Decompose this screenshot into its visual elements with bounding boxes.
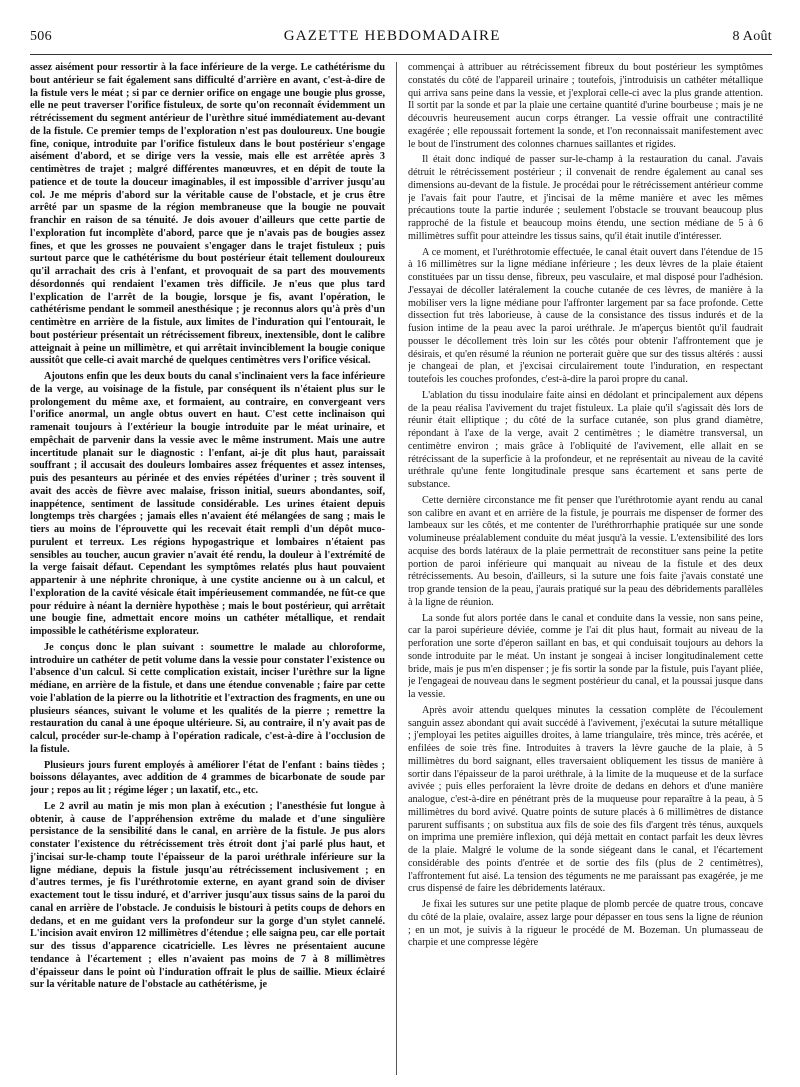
page-number: 506: [30, 29, 52, 44]
issue-date: 8 Août: [732, 29, 772, 44]
paragraph: Après avoir attendu quelques minutes la cessation complète de l'écoulement sanguin assez abondant qui avait succédé à l'avivement, j'exécutai la suture métallique ; j'employai les petites aiguilles droites, à lame triangulaire, très mince, très acérée, et enfilées de soie très fine. Introduites à travers la lèvre gauche de la plaie, à 5 millimètres du bord saignant, elles traversaient obliquement les tissus de manière à sortir dans l'épaisseur de la paroi uréthrale, à la limite de la muqueuse et de la surface avivée ; puis elles perforaient la lèvre droite de dedans en dehors et d'une manière analogue, c'est-à-dire en pénétrant près de la muqueuse pour reparaître à la peau, à 5 millimètres du bord avivé. Quatre points de suture placés à 6 millimètres de distance parurent suffisants ; on substitua aux fils de soie des fils d'argent très ténus, auxquels on imprima une première inflexion, qui déjà mettait en contact parfait les deux lèvres de la plaie. Malgré le volume de la sonde siégeant dans le canal, et l'écartement considérable des points d'entrée et de sortie des fils (plus de 2 centimètres), l'affrontement fut aisé. La tension des téguments ne me paraissant pas exagérée, je me crus dispensé de faire les débridements latéraux.: [408, 704, 763, 895]
paragraph: Il était donc indiqué de passer sur-le-champ à la restauration du canal. J'avais détruit le rétrécissement postérieur ; il convenait de rendre également au canal ses dimensions au-devant de la fistule. Je procédai pour le rétrécissement antérieur comme je l'avais fait pour l'autre, et j'incisai de la même manière et avec les mêmes précautions toute la partie indurée ; seulement l'obstacle se trouvant beaucoup plus rapproché de la fistule et beaucoup moins étendu, une section médiane de 5 à 6 millimètres suffit pour atteindre les tissus sains, qu'il était inutile d'intéresser.: [408, 154, 763, 242]
paragraph: commençai à attribuer au rétrécissement fibreux du bout postérieur les symptômes constatés du côté de l'appareil urinaire ; toutefois, j'introduisis un cathéter métallique qui arriva sans peine dans la vessie, et j'explorai celle-ci avec la plus grande attention. Il sortit par la sonde et par la plaie une certaine quantité d'urine bourbeuse ; mais je ne découvris heureusement aucun corps étranger. La vessie offrait une contractilité exagérée ; elle repoussait fortement la sonde, et l'on reconnaissait manifestement avec le bout de l'instrument des colonnes charnues saillantes et rigides.: [408, 62, 763, 150]
right-column: [408, 62, 763, 1075]
paragraph: Cette dernière circonstance me fit penser que l'uréthrotomie ayant rendu au canal son calibre en avant et en arrière de la fistule, je pourrais me dispenser de former des lambeaux sur les côtés, et me contenter de l'uréthrorrhaphie pratiquée sur une sonde volumineuse préalablement conduite du méat jusqu'à la vessie. L'extensibilité des lors acquise des bords latéraux de la plaie permettrait de reconstituer sans peine la petite portion de paroi inférieure qui manquait au niveau de la fistule et des deux rétrécissements. Au besoin, d'ailleurs, si la suture une fois faite j'avais constaté une trop grande tension de la peau, j'aurais pratiqué sur la peau des débridements parallèles à la ligne de réunion.: [408, 494, 763, 608]
page-header: [30, 28, 772, 50]
paragraph: Le 2 avril au matin je mis mon plan à exécution ; l'anesthésie fut longue à obtenir, à cause de l'appréhension extrême du malade et d'une singulière persistance de la sensibilité dans le canal, en arrière de la fistule. Je pus alors constater l'existence du rétrécissement très étroit dont j'ai parlé plus haut, et j'incisai sur-le-champ toute l'épaisseur de la paroi uréthrale inférieure sur la ligne médiane, depuis la fistule jusqu'au rétrécissement inclusivement ; en d'autres termes, je fis l'uréthrotomie externe, en ayant grand soin de diviser exactement tout le tissu induré, et d'arriver jusqu'aux tissus sains de la paroi du canal en arrière de l'obstacle. Je conduisis le bistouri à petits coups de dehors en dedans, et en me guidant vers la profondeur sur la gorge d'un stylet cannelé. L'incision avait environ 12 millimètres d'étendue ; elle saigna peu, car elle portait sur des tissus d'apparence cicatricielle. Les lèvres ne présentaient aucune tendance à l'écartement ; elles n'avaient pas moins de 7 à 8 millimètres d'épaisseur dans le point où l'induration offrait le plus de saillie. Mieux éclairé sur la véritable nature de l'obstacle au cathétérisme, je: [30, 800, 385, 991]
paragraph: Je conçus donc le plan suivant : soumettre le malade au chloroforme, introduire un cathéter de petit volume dans la vessie pour constater l'existence ou l'absence d'un calcul. Si cette complication existait, inciser l'urèthre sur la ligne médiane, en arrière de la fistule, et dans une étendue convenable ; faire par cette voie l'ablation de la pierre ou la lithotritie et l'extraction des fragments, en une ou plusieurs séances, suivant le volume et les qualités de la pierre ; remettre la restauration du canal à une époque ultérieure. Si, au contraire, il n'y avait pas de calcul, procéder sur-le-champ à l'opération radicale, c'est-à-dire à l'occlusion de la fistule.: [30, 641, 385, 755]
header-rule: [30, 54, 772, 55]
paragraph: L'ablation du tissu inodulaire faite ainsi en dédolant et principalement aux dépens de la peau réalisa l'avivement du trajet fistuleux. La plaie qu'il s'agissait dès lors de réunir était elliptique ; du côté de la surface cutanée, son plus grand diamètre, répondant à l'axe de la verge, avait 2 centimètres ; le diamètre transversal, un centimètre environ ; mais grâce à l'obliquité de l'avivement, elle allait en se rétrécissant de la superficie à la profondeur, et ne représentait au niveau de la cavité uréthrale qu'une fente longitudinale presque sans écartement et sans perte de substance.: [408, 389, 763, 490]
publication-title: GAZETTE HEBDOMADAIRE: [283, 28, 501, 44]
paragraph: Ajoutons enfin que les deux bouts du canal s'inclinaient vers la face inférieure de la verge, au voisinage de la fistule, par conséquent ils n'étaient plus sur le prolongement du même axe, et formaient, au contraire, en convergeant vers l'orifice anormal, un angle obtus ouvert en haut. C'est cette inclinaison qui ramenait toujours à l'extérieur la bougie introduite par le méat urinaire, et empêchait de parvenir dans la vessie avec le même instrument. Mais une autre incertitude planait sur le diagnostic : l'enfant, ai-je dit plus haut, paraissait souffrant ; il accusait des douleurs lombaires assez fréquentes et assez intenses, puis des pesanteurs au périnée et des envies répétées d'uriner ; très souvent il avait des accès de fièvre avec malaise, frisson initial, sueurs abondantes, soif, inappétence, sentiment de lassitude considérable. Les urines étaient depuis longtemps très chargées ; jamais elles n'avaient été mélangées de sang ; mais le tiers au moins de l'éprouvette qui les recevait était rempli d'un dépôt muco-purulent et terreux. Les régions hypogastrique et lombaires n'étaient pas sensibles au toucher, aucun gravier n'avait été rendu, la douleur à l'extrémité de la verge faisait défaut. Cependant les symptômes relatés plus haut pouvaient appartenir à une néphrite chronique, à une cystite ancienne ou à un calcul, et l'exploration de la cavité vésicale était impérieusement commandée, ne fût-ce que pour réduire à néant la dernière hypothèse ; mais le bout postérieur, qui arrêtait une bougie fine, admettait encore moins un cathéter métallique, et rendait impossible le cathétérisme explorateur.: [30, 371, 385, 637]
left-column: [30, 62, 385, 1075]
column-divider: [396, 62, 397, 1075]
paragraph: assez aisément pour ressortir à la face inférieure de la verge. Le cathétérisme du bout antérieur se fait également sans difficulté d'arrière en avant, c'est-à-dire de la fistule vers le méat ; si par ce dernier orifice on engage une bougie plus grosse, elle ne peut traverser l'orifice fistuleux, de sorte qu'on reconnaît évidemment un rétrécissement du segment antérieur de l'urèthre situé immédiatement au-devant de la fistule. Ce premier temps de l'exploration n'est pas douloureux. Une bougie fine, conique, introduite par l'orifice fistuleux dans le bout postérieur s'engage aisément d'abord, et se dirige vers la vessie, mais elle est arrêtée après 3 centimètres de trajet ; malgré différentes manœuvres, et en dépit de toute la patience et de toute la douceur imaginables, il est impossible d'arriver jusqu'au col. Je me mépris d'abord sur la véritable cause de l'obstacle, et je crus être arrêté par un spasme de la région membraneuse que la bougie ne pouvait franchir en raison de sa ténuité. Je dois avouer d'ailleurs que cette partie de l'exploration fut incomplète d'abord, parce que je n'avais pas de bougies assez fines, et que les grosses ne pouvaient s'engager dans le trajet fistuleux ; puis surtout parce que le cathétérisme du bout postérieur était tellement douloureux qu'il arrachait des cris à l'enfant, et provoquait de sa part des mouvements désordonnés qui rendaient l'examen très difficile. Je n'eus que plus tard l'explication de l'arrêt de la bougie, lorsque je fis, avant l'opération, le cathétérisme pendant le sommeil anesthésique ; je reconnus alors qu'à près d'un centimètre en arrière de la fistule, aux limites de l'induration qui l'entourait, le bout postérieur présentait un rétrécissement fibreux, inextensible, dont le calibre atteignait à peine un millimètre, et qui arrêtait invinciblement la bougie conique aussitôt que celle-ci avait marché de quelques centimètres vers l'orifice vésical.: [30, 62, 385, 367]
paragraph: Plusieurs jours furent employés à améliorer l'état de l'enfant : bains tièdes ; boissons délayantes, avec addition de 4 grammes de bicarbonate de soude par jour ; repos au lit ; régime léger ; un laxatif, etc., etc.: [30, 759, 385, 796]
paragraph: A ce moment, et l'uréthrotomie effectuée, le canal était ouvert dans l'étendue de 15 à 16 millimètres sur la ligne médiane inférieure ; les deux lèvres de la plaie étaient constituées par un tissu dense, fibreux, peu vasculaire, et mal disposé pour l'adhésion. J'essayai de décoller latéralement la couche cutanée de ces lèvres, de manière à la mobiliser vers la ligne médiane pour l'affronter largement par sa face profonde. Cette dissection fut très laborieuse, à cause de la consistance des tissus indurés et de la fusion intime de la peau avec la paroi uréthrale. Je m'aperçus bientôt qu'il faudrait pousser le décollement très loin sur les côtés pour obtenir l'affrontement que je désirais, et qu'en résumé la réunion ne porterait guère que sur des tissus altérés : aussi je changeai de plan, et j'excisai circulairement toute l'induration, en respectant toutefois les couches profondes, c'est-à-dire la paroi propre du canal.: [408, 246, 763, 385]
paragraph: Je fixai les sutures sur une petite plaque de plomb percée de quatre trous, concave du côté de la plaie, ovalaire, assez large pour dépasser en tous sens la ligne de réunion ; en un mot, je suivis à la rigueur le procédé de M. Bozeman. Un plumasseau de charpie et une compresse légère: [408, 899, 763, 949]
paragraph: La sonde fut alors portée dans le canal et conduite dans la vessie, non sans peine, car la paroi supérieure déviée, comme je l'ai dit plus haut, formait au niveau de la perforation une sorte d'éperon saillant en bas, et qui conduisait toujours au dehors la sonde introduite par le méat. Un instant je songeai à inciser longitudinalement cette bride, mais je pus m'en dispenser ; je fis sortir la sonde par la fistule, puis l'ayant pliée, je l'engageai de nouveau dans le segment postérieur du canal, et la poussai jusque dans la vessie.: [408, 612, 763, 700]
